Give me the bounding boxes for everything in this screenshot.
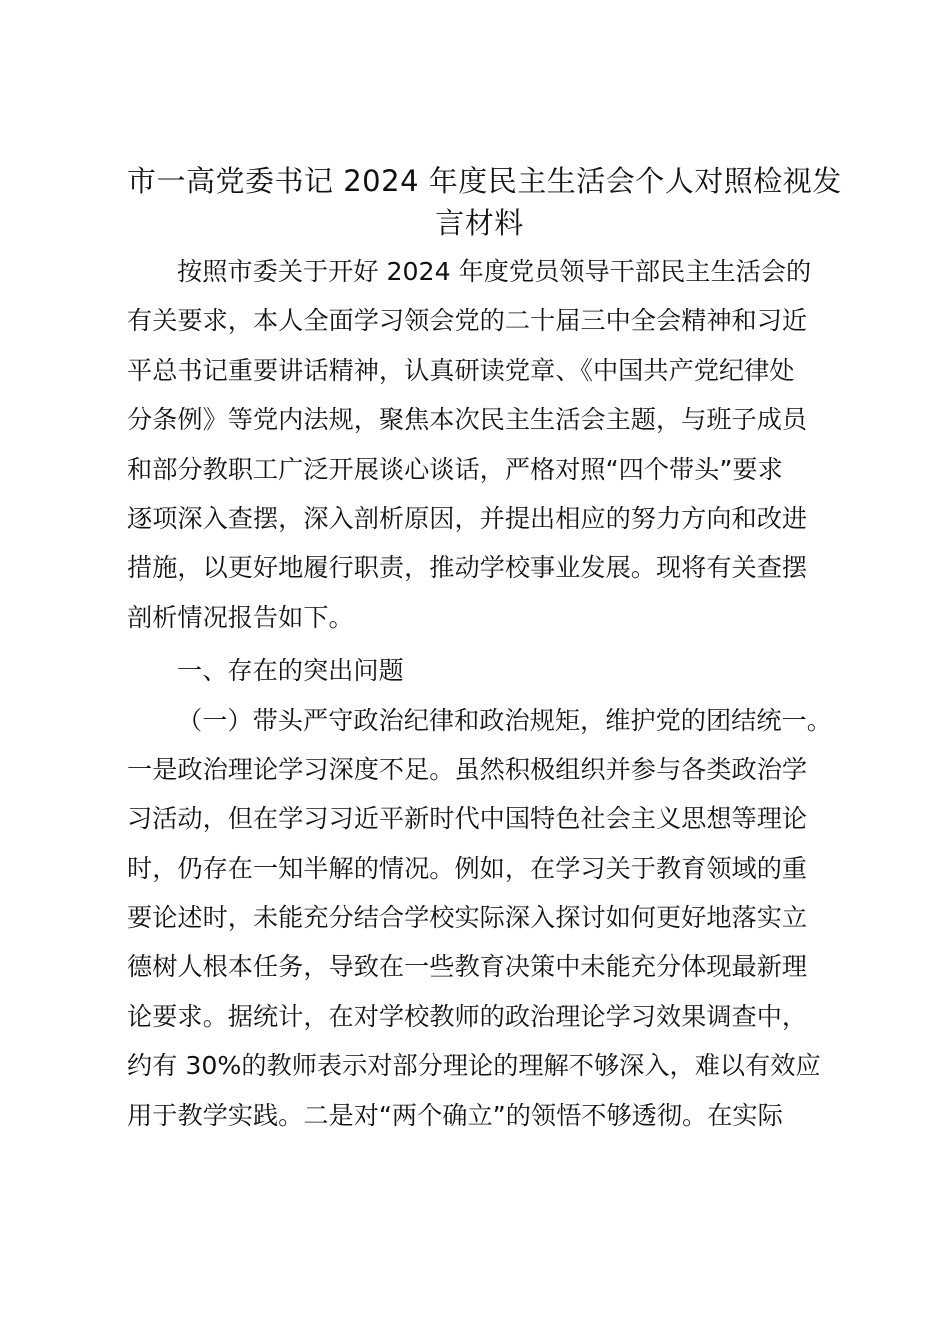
subsection-paragraph [127,696,832,1141]
subsection-line-1: （一）带头严守政治纪律和政治规矩，维护党的团结统一。 [177,705,832,735]
title-line-1: 市一高党委书记 2024 年度民主生活会个人对照检视发 [127,164,842,198]
intro-line-6: 逐项深入查摆，深入剖析原因，并提出相应的努力方向和改进 [127,503,808,533]
subsection-line-2: 一是政治理论学习深度不足。虽然积极组织并参与各类政治学 [127,754,808,784]
subsection-line-6: 德树人根本任务，导致在一些教育决策中未能充分体现最新理 [127,952,808,982]
intro-line-4: 分条例》等党内法规，聚焦本次民主生活会主题，与班子成员 [127,405,808,435]
subsection-line-5: 要论述时，未能充分结合学校实际深入探讨如何更好地落实立 [127,903,808,933]
document-content [127,160,842,1140]
document-body [127,247,832,1140]
subsection-line-7: 论要求。据统计，在对学校教师的政治理论学习效果调查中， [127,1001,808,1031]
intro-line-1: 按照市委关于开好 2024 年度党员领导干部民主生活会的 [177,257,812,286]
subsection-line-9: 用于教学实践。二是对“两个确立”的领悟不够透彻。在实际 [127,1100,783,1130]
document-title [127,160,842,244]
intro-line-5: 和部分教职工广泛开展谈心谈话，严格对照“四个带头”要求 [127,454,783,484]
subsection-line-4: 时，仍存在一知半解的情况。例如，在学习关于教育领域的重 [127,853,808,883]
title-line-2: 言材料 [435,206,524,240]
section-heading: 一、存在的突出问题 [177,656,404,686]
intro-line-2: 有关要求，本人全面学习领会党的二十届三中全会精神和习近 [127,306,808,336]
subsection-line-8: 约有 30%的教师表示对部分理论的理解不够深入，难以有效应 [127,1051,821,1081]
intro-line-8: 剖析情况报告如下。 [127,602,354,632]
intro-line-3: 平总书记重要讲话精神，认真研读党章、《中国共产党纪律处 [127,355,795,385]
section-heading-block [127,646,832,695]
intro-paragraph [127,247,832,642]
intro-line-7: 措施，以更好地履行职责，推动学校事业发展。现将有关查摆 [127,553,808,583]
subsection-line-3: 习活动，但在学习习近平新时代中国特色社会主义思想等理论 [127,804,808,834]
